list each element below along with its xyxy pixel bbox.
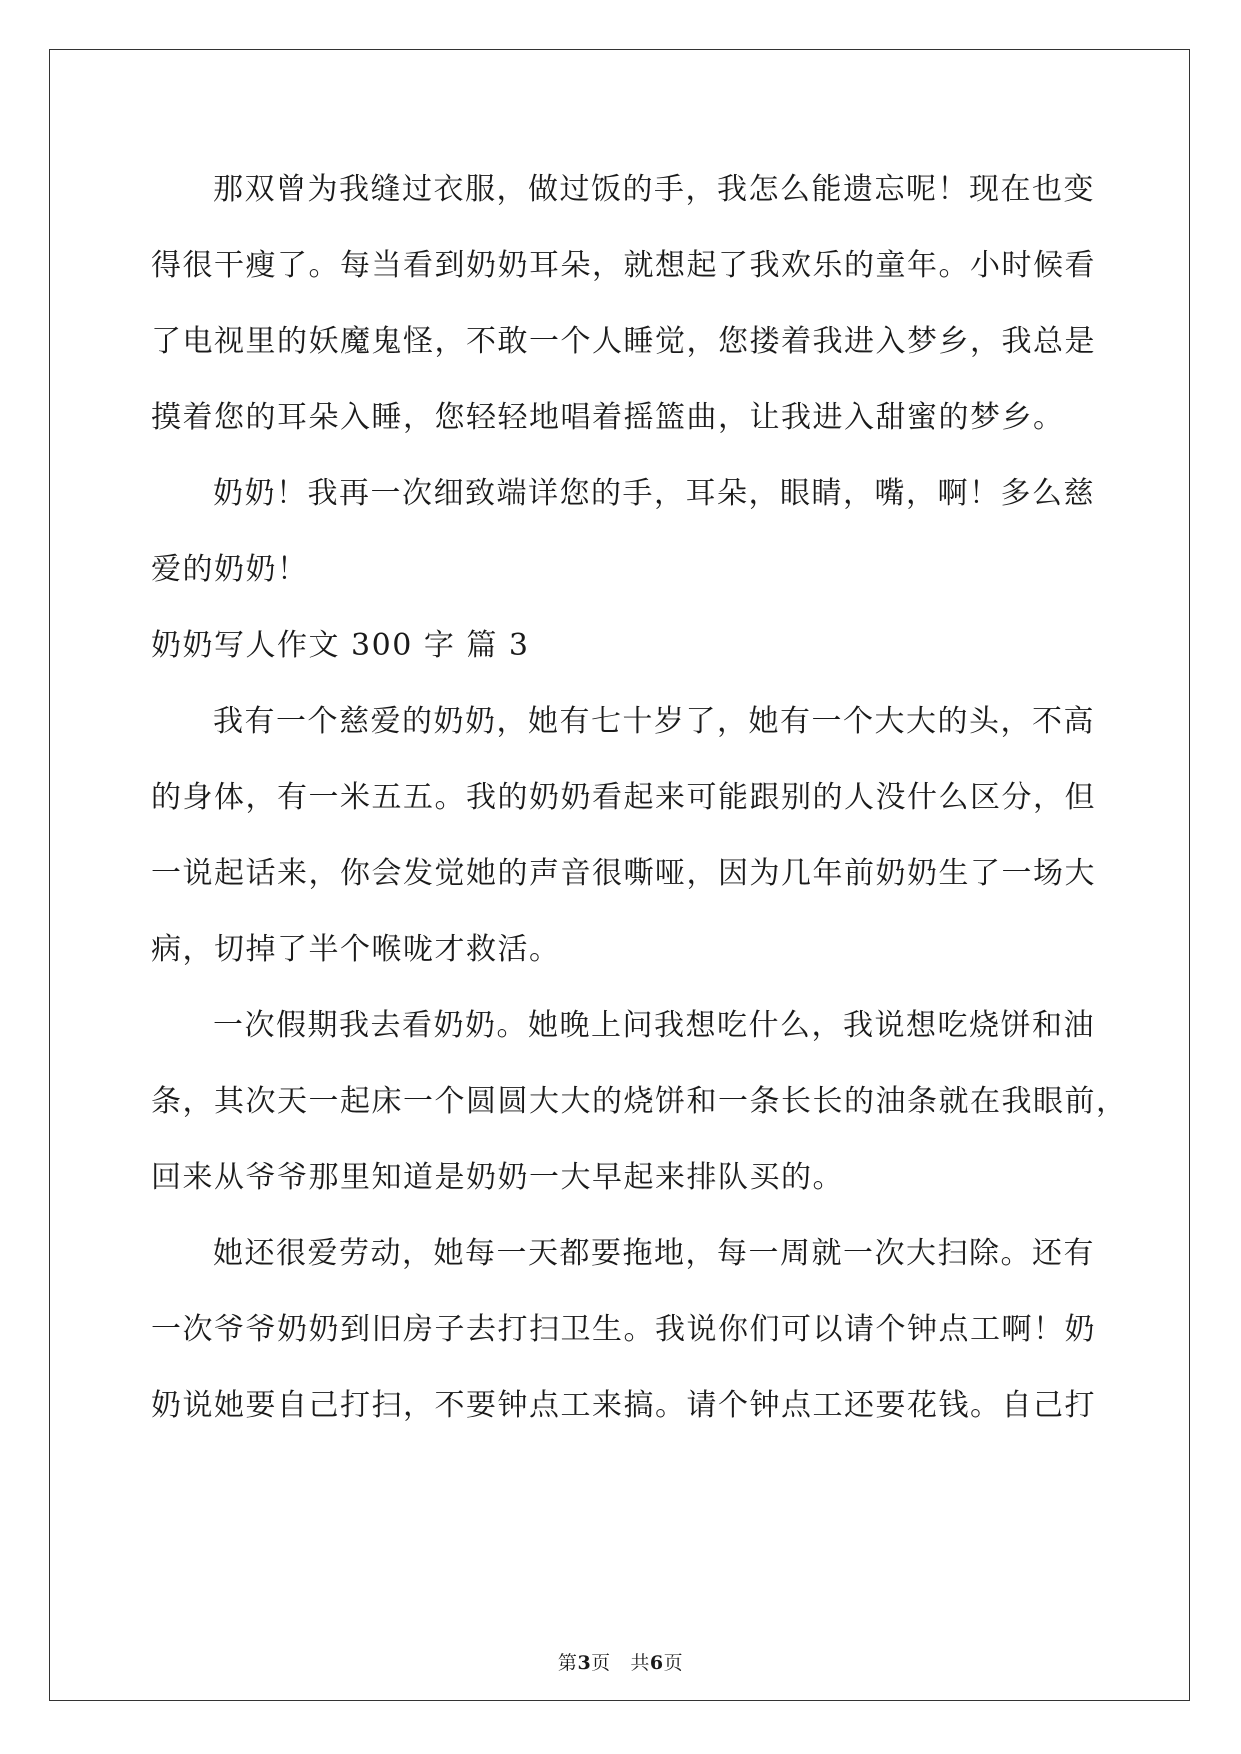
- paragraph-line: 一说起话来，你会发觉她的声音很嘶哑，因为几年前奶奶生了一场大: [151, 856, 1096, 891]
- total-pages: 6: [649, 1652, 664, 1674]
- paragraph-line: 条，其次天一起床一个圆圆大大的烧饼和一条长长的油条就在我眼前，: [151, 1084, 1128, 1119]
- total-prefix: 共: [630, 1652, 650, 1674]
- page-number: 3: [577, 1652, 592, 1674]
- total-suffix: 页: [663, 1652, 684, 1674]
- page-suffix: 页: [591, 1652, 611, 1674]
- section-heading: 奶奶写人作文 300 字 篇 3: [151, 628, 530, 663]
- paragraph-line: 爱的奶奶！: [151, 552, 309, 587]
- paragraph-line: 一次爷爷奶奶到旧房子去打扫卫生。我说你们可以请个钟点工啊！奶: [151, 1312, 1096, 1347]
- paragraph-line: 她还很爱劳动，她每一天都要拖地，每一周就一次大扫除。还有: [213, 1236, 1095, 1271]
- paragraph-line: 那双曾为我缝过衣服，做过饭的手，我怎么能遗忘呢！现在也变: [213, 172, 1095, 207]
- paragraph-line: 一次假期我去看奶奶。她晚上问我想吃什么，我说想吃烧饼和油: [213, 1008, 1095, 1043]
- page-prefix: 第: [557, 1652, 578, 1674]
- paragraph-line: 病，切掉了半个喉咙才救活。: [151, 932, 561, 967]
- paragraph-line: 奶奶！我再一次细致端详您的手，耳朵，眼睛，嘴，啊！多么慈: [213, 476, 1095, 511]
- paragraph-line: 回来从爷爷那里知道是奶奶一大早起来排队买的。: [151, 1160, 844, 1195]
- paragraph-line: 奶说她要自己打扫，不要钟点工来搞。请个钟点工还要花钱。自己打: [151, 1388, 1096, 1423]
- page-footer: [0, 1648, 1241, 1675]
- paragraph-line: 的身体，有一米五五。我的奶奶看起来可能跟别的人没什么区分，但: [151, 780, 1096, 815]
- paragraph-line: 摸着您的耳朵入睡，您轻轻地唱着摇篮曲，让我进入甜蜜的梦乡。: [151, 400, 1065, 435]
- paragraph-line: 了电视里的妖魔鬼怪，不敢一个人睡觉，您搂着我进入梦乡，我总是: [151, 324, 1096, 359]
- paragraph-line: 得很干瘦了。每当看到奶奶耳朵，就想起了我欢乐的童年。小时候看: [151, 248, 1096, 283]
- paragraph-line: 我有一个慈爱的奶奶，她有七十岁了，她有一个大大的头，不高: [213, 704, 1095, 739]
